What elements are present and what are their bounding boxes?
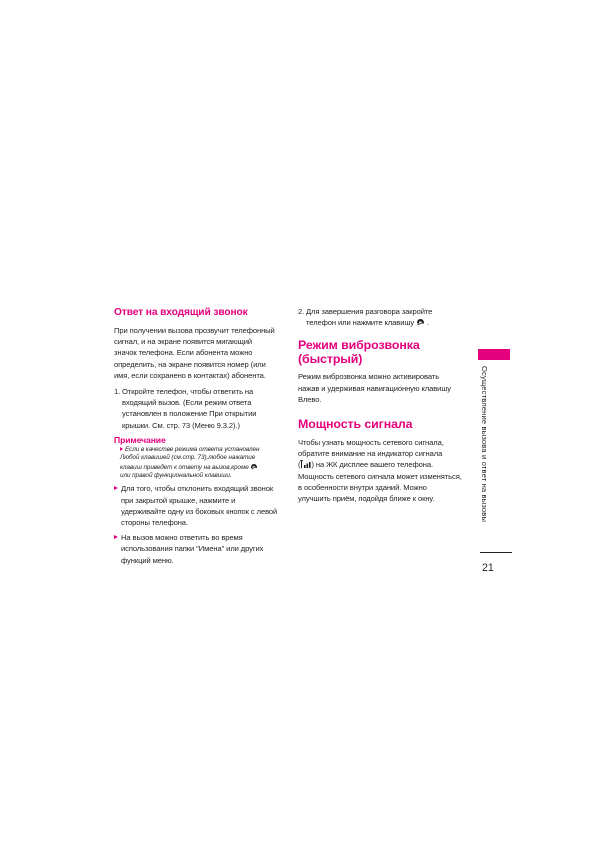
- bullet-line: функций меню.: [121, 555, 174, 565]
- heading-line: Режим виброзвонка: [298, 338, 420, 353]
- divider: [480, 552, 512, 553]
- step-number: 2.: [298, 307, 305, 316]
- bullet-line: стороны телефона.: [121, 518, 188, 528]
- heading-answer-call: Ответ на входящий звонок: [114, 307, 248, 318]
- note-line: Любой клавишей (см.стр. 73),любое нажатие: [120, 454, 256, 462]
- page-number: 21: [482, 562, 494, 574]
- vibro-line: Режим виброзвонка можно активировать: [298, 372, 440, 382]
- note-line: Если в качестве режима ответа установлен: [125, 445, 260, 453]
- signal-line: в особенности внутри зданий. Можно: [298, 482, 427, 492]
- step-line: Для завершения разговора закройте: [306, 307, 433, 316]
- signal-line: улучшить приём, подойдя ближе к окну.: [298, 494, 435, 504]
- bullet-icon: [114, 535, 118, 539]
- side-tab-marker: [478, 349, 510, 360]
- step-line: установлен в положение При открытии: [122, 409, 257, 419]
- step-line: крышки. См. стр. 73 (Меню 9.3.2).): [122, 420, 240, 430]
- intro-line: сигнал, и на экране появится мигающий: [114, 337, 253, 347]
- intro-line: определить, на экране появится номер (или: [114, 359, 266, 369]
- vibro-line: Влево.: [298, 394, 322, 404]
- note-line: или правой функциональной клавиши.: [120, 472, 232, 480]
- bullet-line: На вызов можно ответить во время: [121, 533, 243, 543]
- step-line: телефон или нажмите клавишу .: [306, 318, 430, 328]
- step-line: входящий вызов. (Если режим ответа: [122, 398, 252, 408]
- vibro-line: нажав и удерживая навигационную клавишу: [298, 383, 452, 393]
- intro-line: значок телефона. Если абонента можно: [114, 348, 253, 358]
- right-column: [298, 306, 463, 504]
- intro-line: При получении вызова прозвучит телефонный: [114, 326, 275, 335]
- vibro-paragraph: [298, 371, 463, 405]
- step-2: [298, 306, 463, 328]
- bullet-icon: [114, 486, 118, 490]
- bullet-line: при закрытой крышке, нажмите и: [121, 495, 236, 505]
- heading-line: (быстрый): [298, 352, 363, 367]
- bullet-reject: [114, 483, 284, 528]
- bullet-line: использования папки "Имена" или других: [121, 544, 264, 554]
- bullet-answer-menu: [114, 532, 284, 566]
- left-column: [114, 306, 284, 566]
- heading-vibro-mode: [298, 338, 463, 366]
- signal-line: Чтобы узнать мощность сетевого сигнала,: [298, 438, 444, 448]
- note-body: [120, 446, 284, 481]
- step-1: [114, 386, 284, 431]
- note-line: клавиш приведет к ответу на вызов,кроме: [120, 463, 249, 471]
- note-title: Примечание: [114, 434, 166, 445]
- end-call-key-icon: [250, 463, 258, 470]
- bullet-line: Для того, чтобы отклонить входящий звонок: [121, 484, 274, 494]
- side-tab-text: Осуществление вызова и ответ на вызовы: [480, 366, 489, 523]
- signal-line: обратите внимание на индикатор сигнала: [298, 449, 443, 459]
- signal-line: Мощность сетевого сигнала может изменяться,: [298, 471, 462, 481]
- step-number: 1.: [114, 387, 121, 397]
- bullet-line: удерживайте одну из боковых кнопок с левой: [121, 506, 278, 516]
- signal-paragraph: [298, 437, 463, 504]
- end-call-key-icon: [416, 318, 425, 326]
- step-line: Откройте телефон, чтобы ответить на: [122, 387, 254, 397]
- signal-line: ( ) на ЖК дисплее вашего телефона.: [298, 460, 433, 470]
- bullet-icon: [120, 447, 123, 451]
- signal-strength-icon: [300, 460, 311, 468]
- intro-paragraph: [114, 325, 284, 381]
- intro-line: имя, если сохранено в контактах) абонента.: [114, 370, 266, 380]
- heading-signal-strength: Мощность сигнала: [298, 417, 413, 432]
